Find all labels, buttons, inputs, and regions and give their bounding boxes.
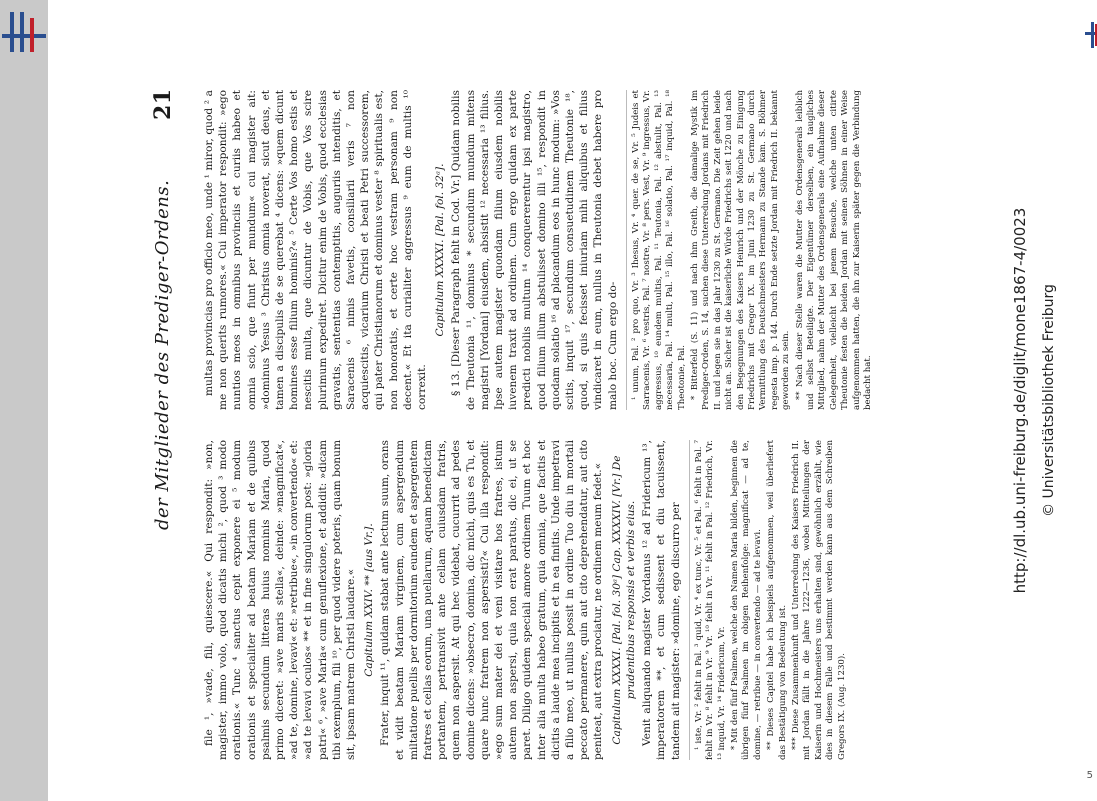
footnote: * Mit den fünf Psalmen, welche den Namen Maria bilden, beginnen die übrigen fünf Psalmen im obigen Reihenfolge: magnificat — ad te, domine, — retribue — in convertendo — ad te levavi. xyxy=(729,439,763,760)
paragraph: multas provincias pro officio meo, unde ¹ miror, quod ² a me non querits rumores.« Cui imperator respondit: »ego nuntios meos in omnibus provinciis et curiis habeo et omnia scio, que fiunt per mundum« cui magister ait: »dominus Yesus ³ Christus omnia noverat, sicut deus, et tamen a discipulis de se querebat ⁴ dicens: »quem dicunt homines esse filium hominis?« ⁵ Certe Vos homo estis et nescitis multa, que dicuntur de Vobis, que Vos scire plurimum expediret. Dicitur enim de Vobis, quod ecclesias gravatis, sententias contemptitis, auguriis intenditis, et Saracenis ⁶ nimis favetis, consiliarii veris ⁷ non acquiescitis, vicarium Christi et beati Petri successorem, qui pater Christianorum et dominus vester ⁸ spiritualis est, non honoratis, et certe hoc vestram personam ⁹ non decent.« Et ita curialiter aggressus ⁹ eum de multis ¹⁰ correxit. xyxy=(203,90,429,410)
running-head xyxy=(150,60,190,760)
paragraph: file ¹, »vade, fili, quiescere.« Qui respondit: »non, magister, immo volo, quod dicatis michi ², quod ³ modo orationis.« Tunc ⁴ sanctus cepit exponere ei ⁵ modum orationis et specialiter ad beatam Mariam et de quibus psalmis secundum litteras huius nominis Maria, quod primo diceret: »ave maris stella«, deinde: »magnificat«, »ad te, domine, levavi« et: »retribue«, »in convertendo« et: »ad te levavi oculos« ** et in fine singulorum post: »gloria patri« ⁶, »ave Maria« cum genuflexione, et addidit: »dicam tibi exemplum, fili ¹⁰, per quod videre poteris, quam bonum sit, ipsam matrem Christi laudare.« xyxy=(203,440,358,760)
paragraph: Frater, inquit ¹¹, quidam stabat ante lectum suum, orans et vidit beatam Mariam virginem, cum aspergendum miltatione puellis per dormitorium eundem et aspergentem fratres et cellas eorum, una puellarum, aquam benedictam portantem, pertransivit ante cellam cuiusdam fratris, quem non aspersit. At qui hec videbat, cucurrit ad pedes domine dicens: »obsecro, domina, dic michi, quis es Tu, et quare hunc fratrem non aspersisti?« Cui illa respondit: »ego sum mater dei et veni visitare hos fratres, istum autem non aspersi, quia non erat paratus, dic ei, ut se paret. Diligo quidem speciali amore ordinem Tuum et hoc inter alia multa habeo gratum, quia omnia, que facitis et dicitis a laude mea incipitis et in ea finitis. Unde impetravi a filio meo, ut nullus possit in ordine Tuo diu in mortali peccato permanere, quin aut cito deprehendatur, aut cito peniteat, aut extra prociatur, ne ordinem meum fedet.« xyxy=(379,440,605,760)
copyright-notice: © Universitätsbibliothek Freiburg xyxy=(1041,284,1057,517)
footnote: ¹ unum, Pal. ² pro quo, Vr. ³ Ihesus, Vr. ⁴ quer. de se, Vr. ⁵ Judeis et Sarracenis, Vr. ⁶ vestris, Pal. ⁷ nostre, Vr. ⁸ pers. Vest, Vr. ⁹ ingressus, Vr. aggressus, ¹⁰ eundem multis, Pal. ¹¹ Teutonia, Pal. ¹² abstulit, Pal. ¹³ necessaria, Pal. ¹⁴ multi, Pal. ¹⁵ illo, Pal. ¹⁶ solatio, Pal. ¹⁷ inquid, Pal. ¹⁸ Theotonie, Pal. xyxy=(630,90,687,410)
left-column xyxy=(202,439,847,760)
footnotes xyxy=(689,440,848,760)
footer-strip xyxy=(985,0,1065,801)
footnote: *** Diese Zusammenkunft und Unterredung des Kaisers Friedrich II. mit Jordan fällt in die Jahre 1222—1236, wobei Mitteilungen der Kaiserin und Hochmeisters uns erhalten sind, gewöhnlich erzählt, wie dies in diesem Falle und bestimmt werden kann aus dem Schreiben Gregors IX. (Aug. 1230). xyxy=(790,440,847,760)
chapter-heading: Capitulum XXXXI. [Pal. fol. 32ᵃ]. xyxy=(434,163,447,337)
paragraph: § 13. [Dieser Paragraph fehlt in Cod. Vr.] Quidam nobilis de Theutonia ¹¹, dominus * secundum mundum mitens magistri [Yordani] eiusdem, absistit ¹² necessaria ¹³ filius. Ipse autem magister quondam filium eiusdem nobilis iuvenem traxit ad ordinem. Cum ergo quidam ex parte predicti nobilis multum ¹⁴ conquererentur ipsi magistro, quod filium illum abstulisset domino illi ¹⁵, respondit in quodam solatio ¹⁶ ad placandum eos in hunc modum: »Vos scitis, inquit ¹⁷, secundum consuetudinem Theutonie ¹⁸, quod, si quis fecisset iniuriam mihi aliquibus et filius vindicaret in eum, nullus in Theutonia debet habere pro malo hoc. Cum ergo do- xyxy=(450,90,619,410)
scanned-page xyxy=(150,60,874,760)
uni-freiburg-logo-icon[interactable] xyxy=(0,6,48,66)
footnotes xyxy=(626,90,875,410)
page-number: 21 xyxy=(150,88,176,120)
right-edge-logo-icon xyxy=(1085,22,1097,48)
paragraph: Venit aliquando magister Yordanus ¹² ad Fridericum ¹³, imperatorem **, et cum sedissent et diu tacuissent, tandem ait magister: »domine, ego discurro per xyxy=(641,440,682,760)
footnote: ** Nach dieser Stelle waren die Mutter des Ordensgenerals leiblich und selbst Beteiligte. Der Eigentümer derselben, ein taugliches Mittglied, nahm der Mutter des Ordensgenerals eine Aufnahme dieser Gelegenheit, vielleicht bei jenem Besuche, welche unten citirte Theutonie festen die beiden Jordan mit seinen Söhnen in einer Weise aufgenommen hatten, die ihn zur Kaiserin später gegen die Verbindung bedacht hat. xyxy=(794,90,874,410)
permalink-url[interactable]: http://dl.ub.uni-freiburg.de/diglit/mone1867-4/0023 xyxy=(1011,207,1029,594)
right-edge-mark: 5 xyxy=(1086,770,1093,781)
footnote: * Bitterfeld (S. 11) und nach ihm Greith, die damalige Mystik im Prediger-Orden, S. 14, suchen diese Unterredung Jordans mit Friedrich II. und legen sie in das Jahr 1230 zu St. Germano. Die Zeit gehen beide nicht an. Sicher ist die kaiserliche Würde Friedrichs seit 1220 und nach den Begegnungen des Kaisers Heinrich und der Mönche zu Einigung Friedrichs mit Gregor IX. im Juni 1230 zu St. Germano durch Vermittlung des Deutschmeisters Hermann zu Stande kam. S. Böhmer regesta imp. p. 144. Durch Ende setzte Jordan mit Friedrich II. bekannt geworden zu sein. xyxy=(689,90,792,410)
chapter-heading: Capitulum XXIV. ** [aus Vr.]. xyxy=(363,523,376,677)
footnote: ¹ iste, Vr. ² fehlt in Pal. ³ quid, Vr. ⁴ ex tunc, Vr. ⁵ et Pal. ⁶ fehlt in Pal. ⁷ fehlt in Vr. ⁸ fehlt in Vr. ⁹ Vr. ¹⁰ fehlt in Vr. ¹¹ fehlt in Pal. ¹² Friedrich, Vr. ¹³ inquid, Vr. ¹⁴ Fridericum, Vr. xyxy=(693,440,727,760)
viewer-side-bar xyxy=(0,0,48,801)
chapter-heading: Capitulum XXXXI. [Pal. fol. 30ᵃ] Cap. XXXXIV. [Vr.] De prudentibus responsis et verbis eius. xyxy=(610,455,637,745)
footnote: ** Dieses Capitel habe ich beispiels aufgenommen, weil überliefert das Bestätigung von Bedeutung ist. xyxy=(766,440,788,760)
right-column xyxy=(202,90,874,410)
running-head-title: der Mitglieder des Prediger-Ordens. xyxy=(152,179,173,530)
